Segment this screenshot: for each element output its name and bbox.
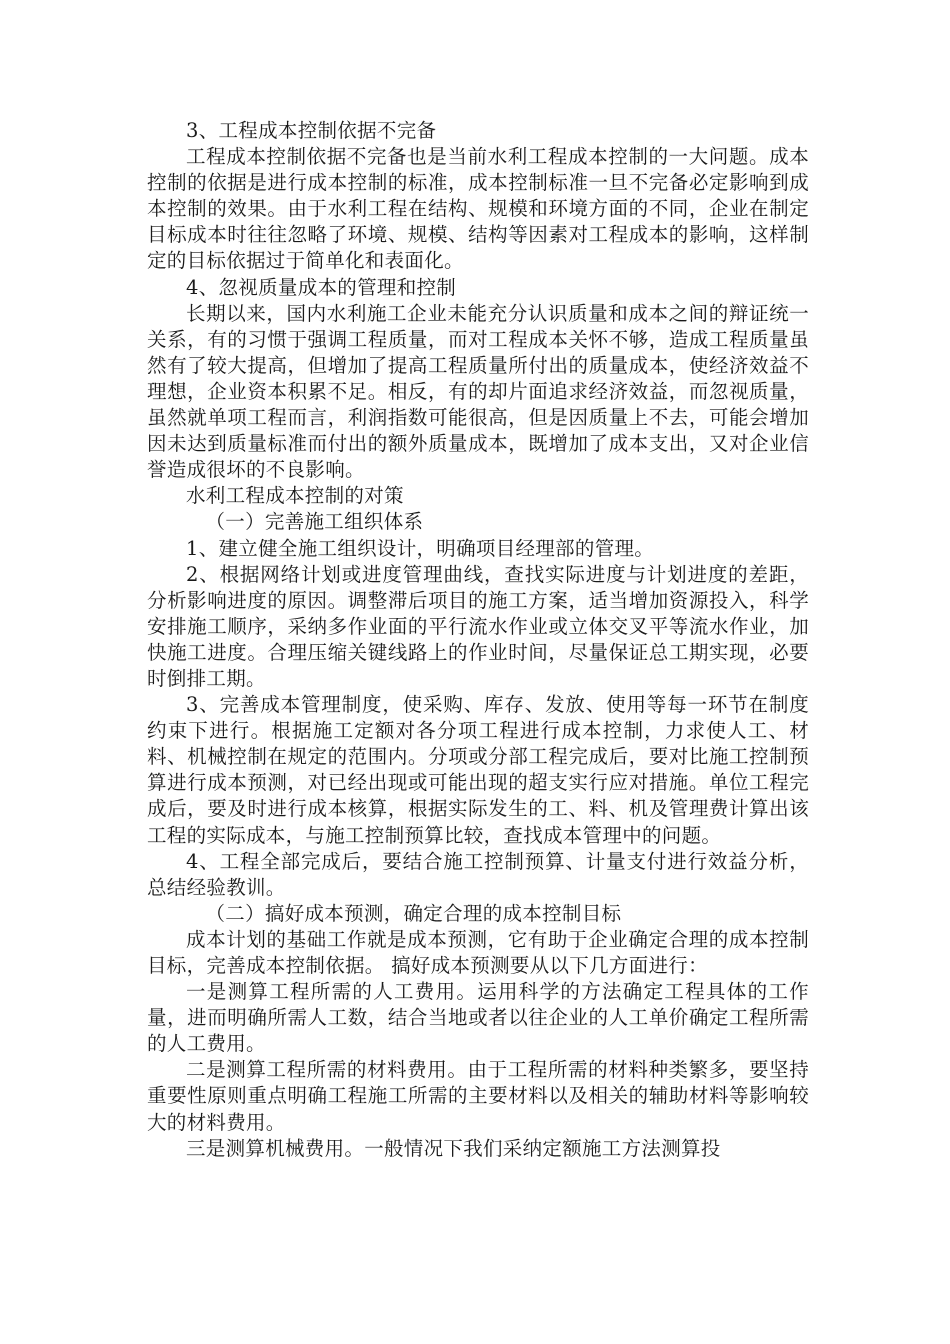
paragraph-item-2: 2、根据网络计划或进度管理曲线，查找实际进度与计划进度的差距，分析影响进度的原因。调整滞后项目的施工方案，适当增加资源投入，科学安排施工顺序，采纳多作业面的平行流水作业或立体交叉平等流水作业，加快施工进度。合理压缩关键线路上的作业时间，尽量保证总工期实现，必要时倒排工期。 [147, 562, 809, 690]
heading-cost-basis-incomplete: 3、工程成本控制依据不完备 [186, 119, 437, 142]
paragraph-quality-cost: 长期以来，国内水利施工企业未能充分认识质量和成本之间的辩证统一关系，有的习惯于强调工程质量，而对工程成本关怀不够，造成工程质量虽然有了较大提高，但增加了提高工程质量所付出的质量成本，使经济效益不理想，企业资本积累不足。相反，有的却片面追求经济效益，而忽视质量，虽然就单项工程而言，利润指数可能很高，但是因质量上不去，可能会增加因未达到质量标准而付出的额外质量成本，既增加了成本支出，又对企业信誉造成很坏的不良影响。 [147, 301, 809, 482]
paragraph-item-3: 3、完善成本管理制度，使采购、库存、发放、使用等每一环节在制度约束下进行。根据施工定额对各分项工程进行成本控制，力求使人工、材料、机械控制在规定的范围内。分项或分部工程完成后，要对比施工控制预算进行成本预测，对已经出现或可能出现的超支实行应对措施。单位工程完成后，要及时进行成本核算，根据实际发生的工、料、机及管理费计算出该工程的实际成本，与施工控制预算比较，查找成本管理中的问题。 [147, 693, 809, 847]
paragraph-cost-basis: 工程成本控制依据不完备也是当前水利工程成本控制的一大问题。成本控制的依据是进行成本控制的标准，成本控制标准一旦不完备必定影响到成本控制的效果。由于水利工程在结构、规模和环境方面的不同，企业在制定目标成本时往往忽略了环境、规模、结构等因素对工程成本的影响，这样制定的目标依据过于简单化和表面化。 [147, 145, 809, 273]
subheading-cost-forecast: （二）搞好成本预测，确定合理的成本控制目标 [205, 901, 622, 925]
paragraph-labor-cost: 一是测算工程所需的人工费用。运用科学的方法确定工程具体的工作量，进而明确所需人工数，结合当地或者以往企业的人工单价确定工程所需的人工费用。 [147, 980, 809, 1056]
document-page [147, 118, 809, 1162]
paragraph-machinery-cost: 三是测算机械费用。一般情况下我们采纳定额施工方法测算投 [186, 1136, 721, 1160]
paragraph-material-cost: 二是测算工程所需的材料费用。由于工程所需的材料种类繁多，要坚持重要性原则重点明确工程施工所需的主要材料以及相关的辅助材料等影响较大的材料费用。 [147, 1058, 809, 1134]
paragraph-item-1: 1、建立健全施工组织设计，明确项目经理部的管理。 [186, 536, 655, 560]
heading-quality-cost: 4、忽视质量成本的管理和控制 [186, 275, 457, 299]
heading-countermeasures: 水利工程成本控制的对策 [186, 484, 404, 508]
subheading-organization-system: （一）完善施工组织体系 [205, 510, 424, 534]
paragraph-item-4: 4、工程全部完成后，要结合施工控制预算、计量支付进行效益分析，总结经验教训。 [147, 849, 809, 899]
paragraph-cost-forecast: 成本计划的基础工作就是成本预测，它有助于企业确定合理的成本控制目标，完善成本控制依据。 搞好成本预测要从以下几方面进行： [147, 927, 809, 977]
